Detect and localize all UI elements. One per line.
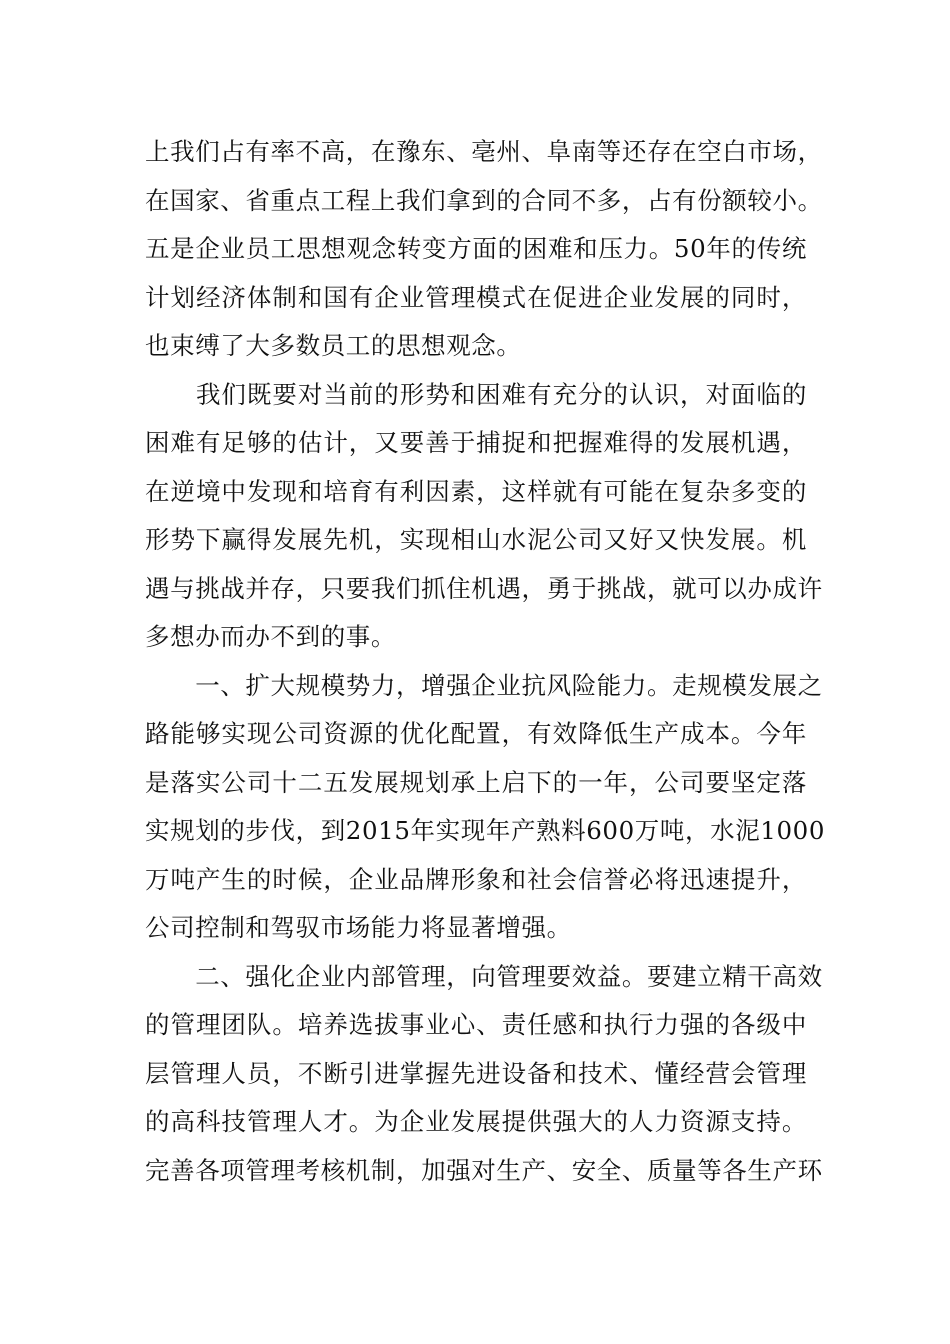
- text-line: 多想办而办不到的事。: [145, 622, 396, 651]
- text-line: 实规划的步伐，到2015年实现年产熟料600万吨，水泥1000: [145, 816, 826, 845]
- text-line: 计划经济体制和国有企业管理模式在促进企业发展的同时，: [145, 282, 807, 312]
- paragraph-2: [145, 371, 823, 662]
- text-line: 在逆境中发现和培育有利因素，这样就有可能在复杂多变的: [145, 476, 807, 506]
- text-line: 的高科技管理人才。为企业发展提供强大的人力资源支持。: [145, 1107, 807, 1136]
- paragraph-1: [145, 128, 823, 371]
- text-line: 是落实公司十二五发展规划承上启下的一年，公司要坚定落: [145, 767, 807, 797]
- paragraph-4: [145, 953, 823, 1196]
- text-line: 的管理团队。培养选拔事业心、责任感和执行力强的各级中: [145, 1010, 807, 1039]
- text-line: 公司控制和驾驭市场能力将显著增强。: [145, 913, 572, 942]
- text-line: 一、扩大规模势力，增强企业抗风险能力。走规模发展之: [145, 670, 823, 700]
- text-line: 遇与挑战并存，只要我们抓住机遇，勇于挑战，就可以办成许: [145, 573, 823, 603]
- paragraph-3: [145, 662, 826, 953]
- text-line: 五是企业员工思想观念转变方面的困难和压力。50年的传统: [145, 234, 807, 263]
- text-line: 形势下赢得发展先机，实现相山水泥公司又好又快发展。机: [145, 525, 807, 554]
- text-line: 我们既要对当前的形势和困难有充分的认识，对面临的: [145, 379, 807, 409]
- text-line: 层管理人员，不断引进掌握先进设备和技术、懂经营会管理: [145, 1058, 807, 1088]
- text-line: 也束缚了大多数员工的思想观念。: [145, 331, 522, 360]
- text-line: 困难有足够的估计，又要善于捕捉和把握难得的发展机遇，: [145, 428, 807, 457]
- text-line: 万吨产生的时候，企业品牌形象和社会信誉必将迅速提升，: [145, 864, 807, 894]
- text-line: 在国家、省重点工程上我们拿到的合同不多，占有份额较小。: [145, 185, 823, 215]
- document-body: [145, 128, 826, 1195]
- text-line: 二、强化企业内部管理，向管理要效益。要建立精干高效: [145, 961, 823, 991]
- text-line: 路能够实现公司资源的优化配置，有效降低生产成本。今年: [145, 719, 807, 748]
- text-line: 上我们占有率不高，在豫东、亳州、阜南等还存在空白市场，: [145, 137, 823, 166]
- text-line: 完善各项管理考核机制，加强对生产、安全、质量等各生产环: [145, 1155, 823, 1185]
